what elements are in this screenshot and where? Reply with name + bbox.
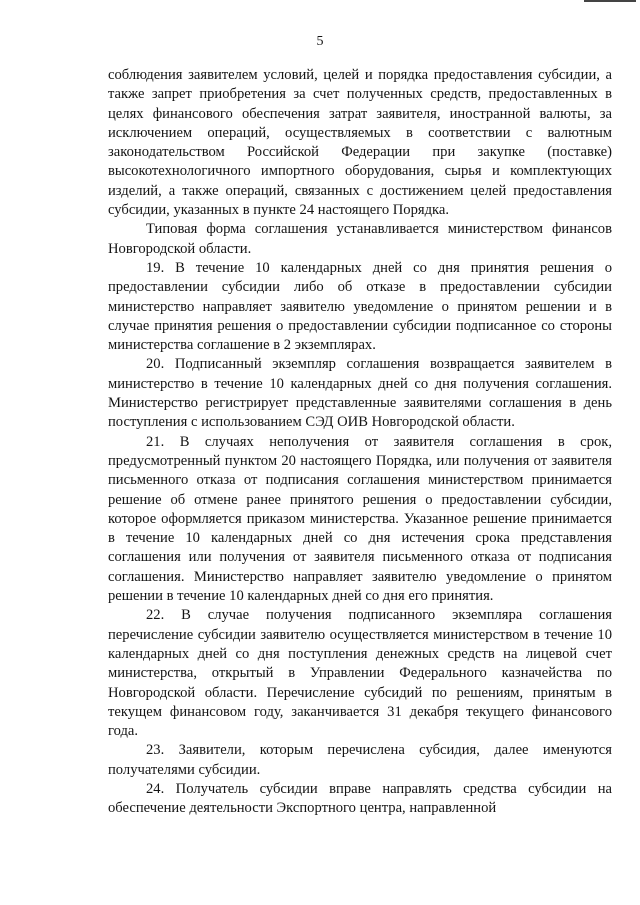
paragraph-24: 24. Получатель субсидии вправе направлять средства субсидии на обеспечение деятельности Экспортного центра, направленной: [108, 780, 612, 817]
document-body: [108, 66, 612, 819]
paragraph-typical-form: Типовая форма соглашения устанавливается министерством финансов Новгородской области.: [108, 221, 612, 257]
paragraph-20: 20. Подписанный экземпляр соглашения возвращается заявителем в министерство в течение 10 календарных дней со дня получения соглашения. Министерство регистрирует представленные заявителями соглашения в день поступления с использованием СЭД ОИВ Новгородской области.: [108, 356, 612, 431]
page-number: 5: [316, 34, 324, 49]
top-edge-rule: [584, 0, 636, 2]
paragraph-19: 19. В течение 10 календарных дней со дня принятия решения о предоставлении субсидии либо об отказе в предоставлении субсидии министерство направляет заявителю уведомление о принятом решении и в случае принятия решения о предоставлении субсидии подписанное со стороны министерства соглашение в 2 экземплярах.: [108, 259, 612, 354]
paragraph-21: 21. В случаях неполучения от заявителя соглашения в срок, предусмотренный пунктом 20 настоящего Порядка, или получения от заявителя письменного отказа от подписания соглашения министерством принимается решение об отмене ранее принятого решения о предоставлении субсидии, которое оформляется приказом министерства. Указанное решение принимается в течение 10 календарных дней со дня истечения срока представления соглашения или получения от заявителя письменного отказа от подписания соглашения. Министерство направляет заявителю уведомление о принятом решении в течение 10 календарных дней со дня его принятия.: [108, 433, 612, 605]
paragraph-22: 22. В случае получения подписанного экземпляра соглашения перечисление субсидии заявителю осуществляется министерством в течение 10 календарных дней со дня поступления денежных средств на лицевой счет министерства, открытый в Управлении Федерального казначейства по Новгородской области. Перечисление субсидий по решениям, принятым в текущем финансовом году, заканчивается 31 декабря текущего финансового года.: [108, 607, 612, 740]
paragraph-23: 23. Заявители, которым перечислена субсидия, далее именуются получателями субсидии.: [108, 742, 612, 778]
paragraph-continuation: соблюдения заявителем условий, целей и порядка предоставления субсидии, а также запрет приобретения за счет полученных средств, предоставленных в целях финансового обеспечения затрат заявителя, иностранной валюты, за исключением операций, осуществляемых в соответствии с валютным законодательством Российской Федерации при закупке (поставке) высокотехнологичного импортного оборудования, сырья и комплектующих изделий, а также операций, связанных с достижением целей предоставления субсидии, указанных в пункте 24 настоящего Порядка.: [108, 67, 612, 219]
